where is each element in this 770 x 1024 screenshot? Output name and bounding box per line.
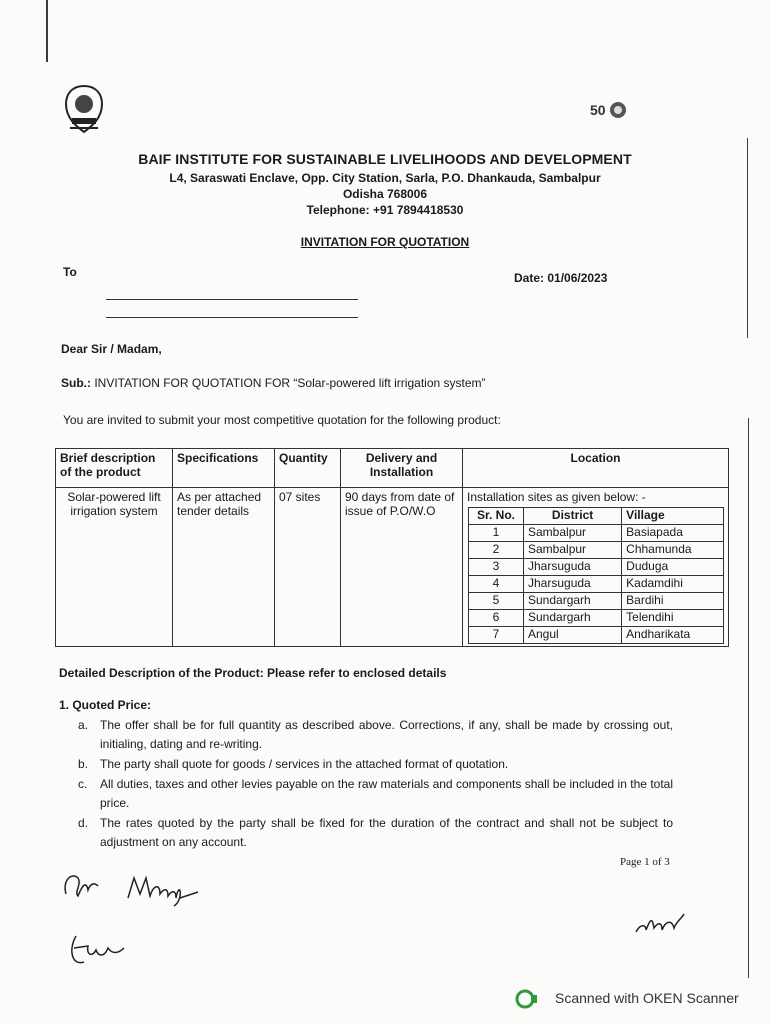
list-item-text: The offer shall be for full quantity as described above. Corrections, if any, shall be made by crossing out, initialing, dating and re-writing. [100,718,673,751]
site-sr: 4 [469,576,524,593]
site-district: Sundargarh [524,593,622,610]
list-item [78,755,673,774]
header-delivery: Delivery and Installation [341,449,463,488]
site-sr: 6 [469,610,524,627]
site-district: Jharsuguda [524,576,622,593]
header-quantity: Quantity [275,449,341,488]
address-line-2: Odisha 768006 [342,187,428,201]
salutation: Dear Sir / Madam, [61,342,162,356]
subject-text: INVITATION FOR QUOTATION FOR “Solar-powered lift irrigation system” [91,376,486,390]
cell-quantity: 07 sites [275,488,341,647]
svg-text:50: 50 [590,102,606,118]
org-name: BAIF INSTITUTE FOR SUSTAINABLE LIVELIHOODS AND DEVELOPMENT [138,151,632,167]
site-district: Sambalpur [524,525,622,542]
list-item-label: d. [78,816,89,830]
addressee-blank-line-2 [106,317,358,318]
document-title: INVITATION FOR QUOTATION [300,235,470,249]
table-row [469,593,724,610]
signature-3 [72,936,124,963]
anniversary-50-logo [586,97,632,125]
site-village: Andharikata [622,627,724,644]
product-table [55,448,729,647]
table-row [469,610,724,627]
list-item-label: a. [78,718,89,732]
list-item-text: All duties, taxes and other levies payable on the raw materials and components shall be included in the total price. [100,777,673,810]
site-district: Angul [524,627,622,644]
table-row [469,627,724,644]
list-item-text: The rates quoted by the party shall be fixed for the duration of the contract and shall not be subject to adjustment on any account. [100,816,673,849]
list-item [78,716,673,754]
site-sr: 1 [469,525,524,542]
list-item-label: b. [78,757,89,771]
table-row [469,576,724,593]
site-sr: 7 [469,627,524,644]
site-sr: 3 [469,559,524,576]
subject-line [61,376,486,390]
list-item [78,814,673,852]
cell-delivery: 90 days from date of issue of P.O/W.O [341,488,463,647]
list-item-label: c. [78,777,88,791]
page-number: Page 1 of 3 [620,856,670,868]
site-village: Basiapada [622,525,724,542]
scan-edge-right-lower [748,418,749,978]
cell-description: Solar-powered lift irrigation system [56,488,173,647]
address-line-1: L4, Saraswati Enclave, Opp. City Station, Sarla, P.O. Dhankauda, Sambalpur [169,171,601,185]
site-village: Duduga [622,559,724,576]
detailed-description: Detailed Description of the Product: Please refer to enclosed details [59,666,447,680]
sites-header-srno: Sr. No. [469,508,524,525]
to-label: To [63,265,77,279]
signature-4 [632,906,688,940]
table-row [469,559,724,576]
quoted-price-heading: 1. Quoted Price: [59,698,152,712]
site-district: Sundargarh [524,610,622,627]
table-row [469,542,724,559]
signature-2 [124,870,204,910]
intro-paragraph: You are invited to submit your most competitive quotation for the following product: [63,413,501,427]
scan-edge-left [46,0,48,62]
telephone: Telephone: +91 7894418530 [306,203,464,217]
sites-header-village: Village [622,508,724,525]
institute-emblem-logo [62,84,106,136]
sites-header-district: District [524,508,622,525]
list-item-text: The party shall quote for goods / services in the attached format of quotation. [100,757,509,771]
site-village: Telendihi [622,610,724,627]
sites-header-row [469,508,724,525]
sites-table [468,507,724,644]
cell-specifications: As per attached tender details [173,488,275,647]
scanner-watermark [519,990,739,1006]
letter-date: Date: 01/06/2023 [514,271,608,285]
table-row [469,525,724,542]
site-sr: 2 [469,542,524,559]
scanner-text: Scanned with OKEN Scanner [555,990,739,1006]
addressee-blank-line-1 [106,299,358,300]
site-sr: 5 [469,593,524,610]
subject-label: Sub.: [61,376,91,390]
site-village: Kadamdihi [622,576,724,593]
header-description: Brief description of the product [56,449,173,488]
site-village: Bardihi [622,593,724,610]
table-row [56,488,729,647]
site-village: Chhamunda [622,542,724,559]
table-header-row [56,449,729,488]
header-location: Location [463,449,729,488]
list-item [78,775,673,813]
scanner-logo-icon [515,988,539,1010]
signature-1 [60,868,104,906]
site-district: Jharsuguda [524,559,622,576]
header-specifications: Specifications [173,449,275,488]
cell-location [463,488,729,647]
site-district: Sambalpur [524,542,622,559]
location-intro: Installation sites as given below: - [467,490,646,504]
